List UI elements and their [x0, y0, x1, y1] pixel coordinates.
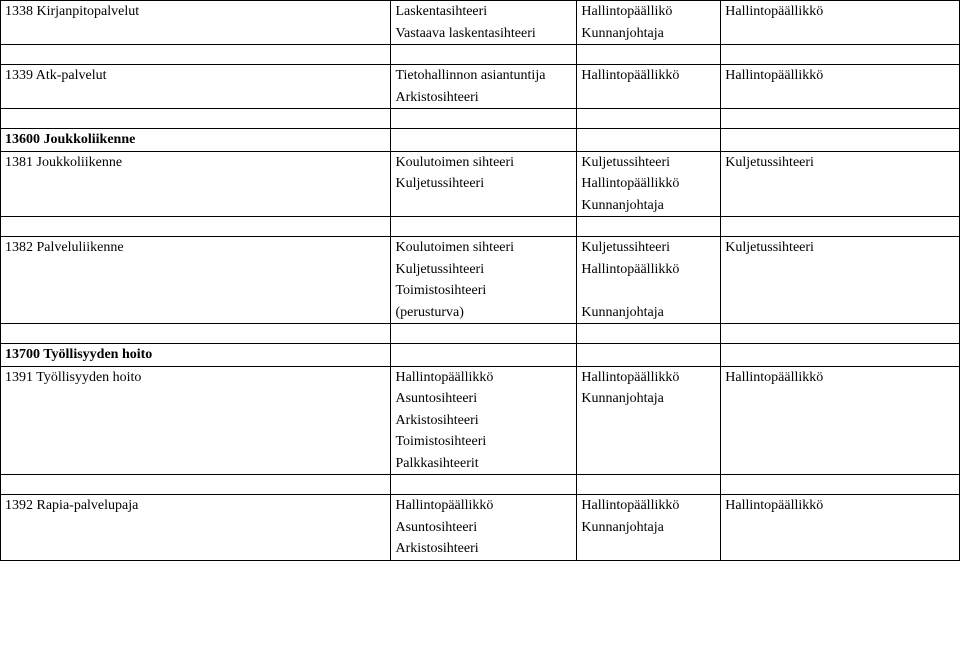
table-row — [1, 366, 960, 475]
decision-cell — [721, 495, 960, 561]
task-name — [1, 495, 391, 561]
empty-cell — [721, 217, 960, 237]
empty-cell — [1, 217, 391, 237]
role-text: Kuljetussihteeri — [395, 176, 485, 191]
role-text: Tietohallinnon asiantuntija — [395, 68, 546, 83]
approver-cell — [577, 237, 721, 324]
empty-cell — [577, 109, 721, 129]
decision-cell — [721, 129, 960, 152]
role-text: Palkkasihteerit — [395, 455, 479, 471]
section-header-row — [1, 129, 960, 152]
role-text: Asuntosihteeri — [395, 519, 478, 535]
decision-cell — [721, 1, 960, 45]
task-name-text: 1381 Joukkoliikenne — [5, 154, 123, 170]
empty-cell — [721, 109, 960, 129]
task-name — [1, 237, 391, 324]
empty-cell — [391, 217, 577, 237]
handler-cell — [391, 495, 577, 561]
section-header-row — [1, 344, 960, 367]
approver-cell — [577, 129, 721, 152]
approver-cell — [577, 344, 721, 367]
spacer-row — [1, 109, 960, 129]
task-name-text: 13600 Joukkoliikenne — [5, 132, 136, 147]
task-name — [1, 1, 391, 45]
empty-cell — [1, 109, 391, 129]
role-text: Kuljetussihteeri — [581, 154, 671, 170]
section-title — [1, 129, 391, 152]
role-text: Kuljetussihteeri — [395, 261, 485, 277]
empty-cell — [721, 475, 960, 495]
decision-cell — [721, 344, 960, 367]
role-text: Toimistosihteeri — [395, 283, 487, 298]
table-row — [1, 495, 960, 561]
empty-cell — [577, 324, 721, 344]
empty-cell — [577, 45, 721, 65]
table-row — [1, 65, 960, 109]
role-text: Hallintopäällikkö — [581, 369, 680, 385]
task-name-text: 1392 Rapia-palvelupaja — [5, 498, 139, 513]
role-text: Kuljetussihteeri — [581, 240, 671, 255]
role-text: Arkistosihteeri — [395, 541, 479, 556]
role-text: Hallintopäällikkö — [581, 68, 680, 83]
handler-cell — [391, 129, 577, 152]
task-name-text: 1382 Palveluliikenne — [5, 240, 124, 255]
handler-cell — [391, 344, 577, 367]
role-text: Hallintopäällikkö — [395, 498, 494, 513]
spacer-row — [1, 475, 960, 495]
empty-cell — [577, 475, 721, 495]
table-row — [1, 1, 960, 45]
task-name-text: 1391 Työllisyyden hoito — [5, 369, 142, 385]
task-name — [1, 65, 391, 109]
role-text: Kuljetussihteeri — [725, 154, 814, 170]
role-text: Arkistosihteeri — [395, 89, 479, 105]
role-text: Kunnanjohtaja — [581, 519, 664, 535]
empty-cell — [1, 45, 391, 65]
spacer-row — [1, 45, 960, 65]
role-text: Koulutoimen sihteeri — [395, 154, 515, 170]
task-name-text: 1339 Atk-palvelut — [5, 68, 107, 83]
role-text: Kunnanjohtaja — [581, 304, 664, 320]
role-text: Toimistosihteeri — [395, 434, 487, 449]
role-text: Hallintopäällikkö — [581, 176, 680, 191]
empty-cell — [577, 217, 721, 237]
empty-cell — [391, 475, 577, 495]
role-text: Kunnanjohtaja — [581, 197, 664, 213]
role-text: (perusturva) — [395, 304, 464, 320]
role-text: Hallintopäällikkö — [581, 261, 680, 277]
task-name — [1, 366, 391, 475]
decision-cell — [721, 366, 960, 475]
role-text: Kunnanjohtaja — [581, 391, 664, 406]
role-text: Hallintopäällikkö — [725, 369, 824, 385]
role-text: Hallintopäällikkö — [395, 369, 494, 385]
role-text: Kuljetussihteeri — [725, 240, 814, 255]
handler-cell — [391, 237, 577, 324]
role-text: Hallintopäällikö — [581, 4, 673, 19]
role-text: Hallintopäällikkö — [725, 68, 824, 83]
table-row — [1, 237, 960, 324]
empty-cell — [391, 324, 577, 344]
spacer-row — [1, 324, 960, 344]
handler-cell — [391, 366, 577, 475]
empty-cell — [391, 45, 577, 65]
approver-cell — [577, 495, 721, 561]
approver-cell — [577, 151, 721, 217]
role-text: Hallintopäällikkö — [581, 498, 680, 513]
decision-cell — [721, 65, 960, 109]
role-text: Arkistosihteeri — [395, 412, 479, 428]
approver-cell — [577, 65, 721, 109]
role-text — [581, 280, 720, 302]
approver-cell — [577, 1, 721, 45]
role-text: Laskentasihteeri — [395, 4, 488, 19]
table-row — [1, 151, 960, 217]
empty-cell — [721, 324, 960, 344]
approver-cell — [577, 366, 721, 475]
decision-cell — [721, 237, 960, 324]
task-name-text: 1338 Kirjanpitopalvelut — [5, 4, 140, 19]
task-name — [1, 151, 391, 217]
section-title — [1, 344, 391, 367]
decision-cell — [721, 151, 960, 217]
empty-cell — [1, 324, 391, 344]
role-text: Hallintopäällikkö — [725, 4, 824, 19]
handler-cell — [391, 65, 577, 109]
empty-cell — [391, 109, 577, 129]
empty-cell — [721, 45, 960, 65]
spacer-row — [1, 217, 960, 237]
role-text: Asuntosihteeri — [395, 391, 478, 406]
handler-cell — [391, 151, 577, 217]
empty-cell — [1, 475, 391, 495]
task-name-text: 13700 Työllisyyden hoito — [5, 347, 153, 362]
role-text: Kunnanjohtaja — [581, 25, 664, 41]
handler-cell — [391, 1, 577, 45]
role-text: Vastaava laskentasihteeri — [395, 25, 536, 41]
role-text: Koulutoimen sihteeri — [395, 240, 515, 255]
role-text: Hallintopäällikkö — [725, 498, 824, 513]
table-body — [1, 1, 960, 561]
